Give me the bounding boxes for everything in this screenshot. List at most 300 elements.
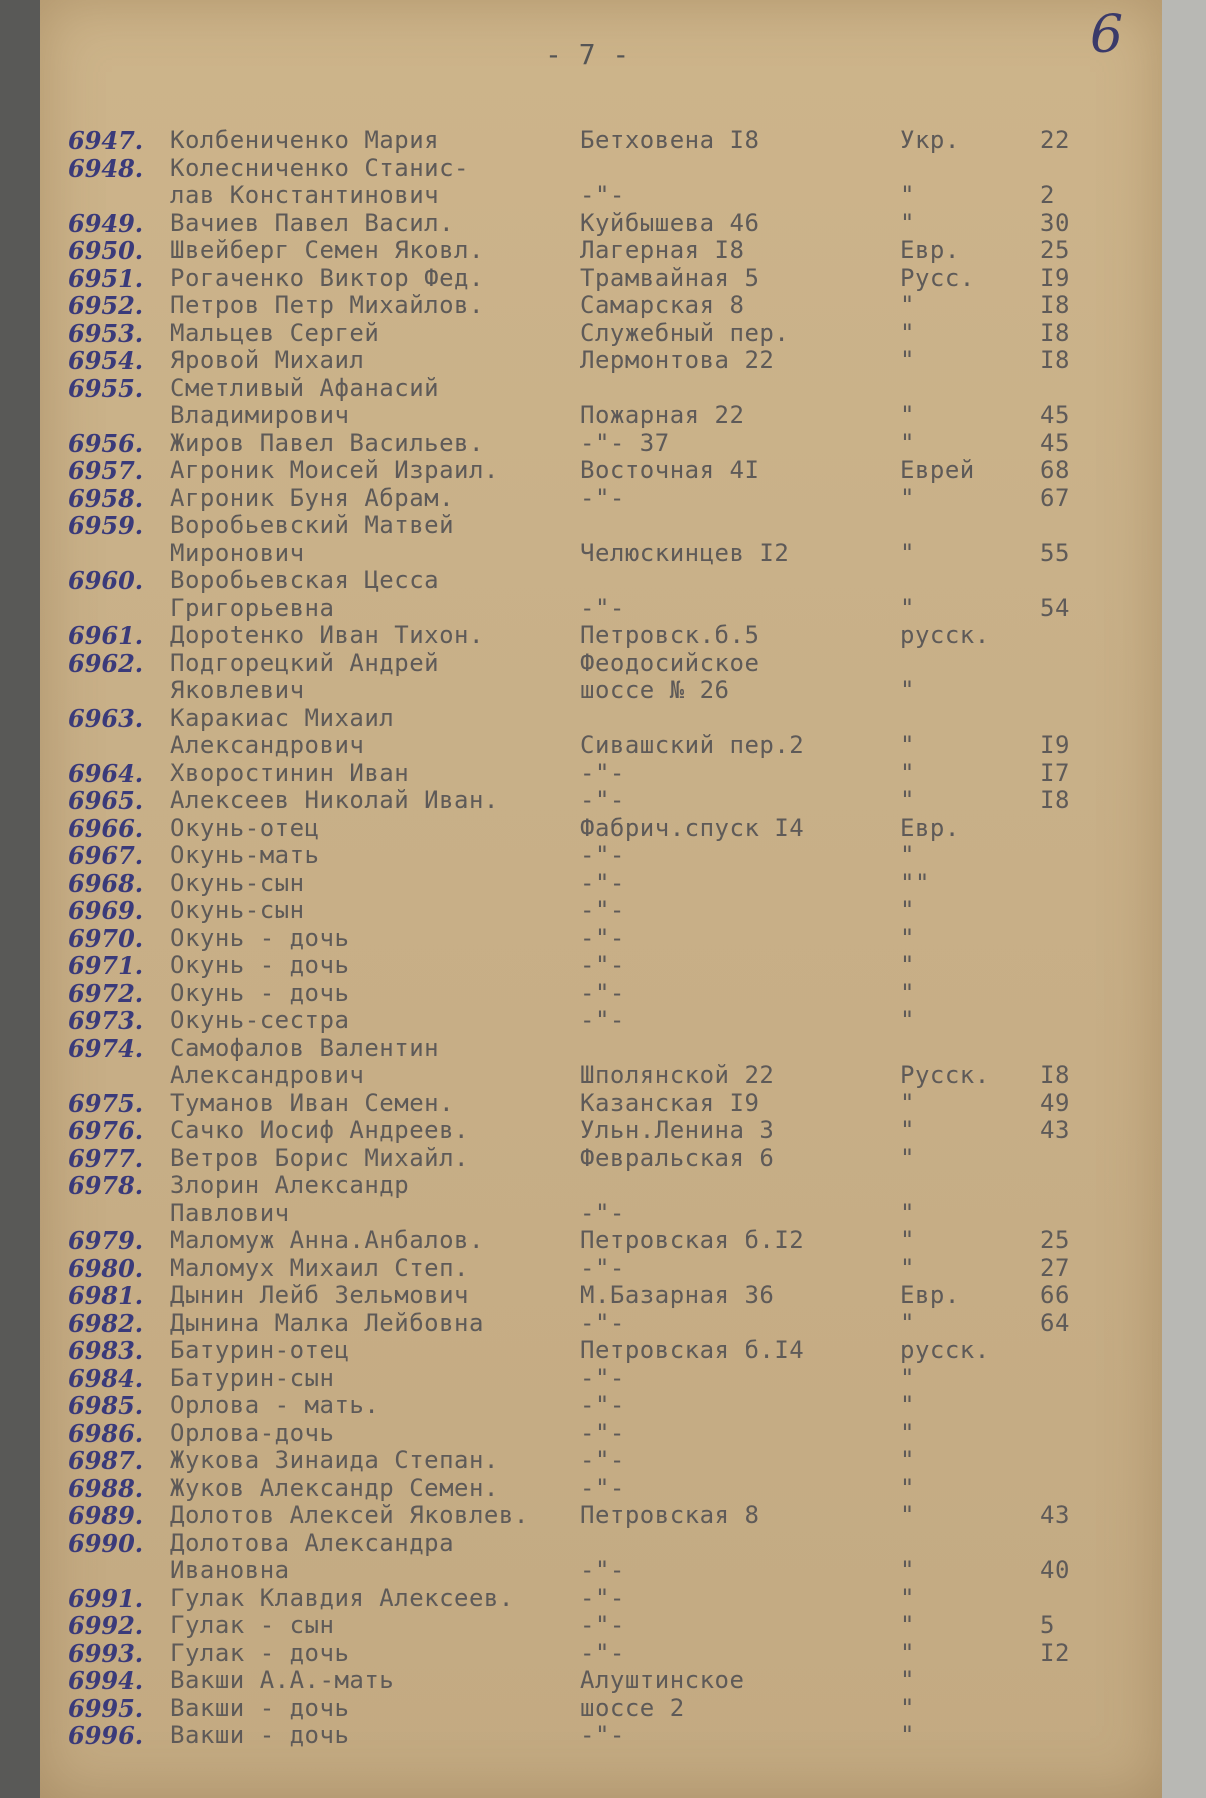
register-row	[40, 181, 1162, 209]
age: 22	[1040, 126, 1070, 154]
person-name: Владимирович	[170, 401, 350, 429]
age: I8	[1040, 291, 1070, 319]
register-row	[40, 649, 1162, 677]
register-row	[40, 1584, 1162, 1612]
register-row	[40, 1419, 1162, 1447]
register-row	[40, 704, 1162, 732]
register-row	[40, 1501, 1162, 1529]
entry-number: 6979.	[68, 1226, 144, 1255]
nationality: "	[900, 1721, 915, 1749]
address: Лагерная I8	[580, 236, 745, 264]
entry-number: 6963.	[68, 703, 144, 733]
entry-number: 6958.	[68, 483, 144, 513]
person-name: Гулак Клавдия Алексеев.	[170, 1583, 514, 1612]
person-name: Долотова Александра	[170, 1528, 455, 1557]
entry-number: 6959.	[68, 511, 144, 540]
entry-number: 6992.	[68, 1611, 144, 1640]
register-row	[40, 841, 1162, 869]
nationality: "	[900, 181, 915, 209]
person-name: Окунь-мать	[170, 841, 320, 869]
person-name: Орлова - мать.	[170, 1391, 380, 1419]
register-row	[40, 209, 1162, 237]
address: Куйбышева 46	[580, 208, 760, 237]
person-name: Ивановна	[170, 1556, 290, 1584]
person-name: Сачко Иосиф Андреев.	[170, 1116, 469, 1144]
nationality: "	[900, 291, 915, 319]
register-row	[40, 1061, 1162, 1089]
person-name: Петров Петр Михайлов.	[170, 291, 484, 319]
nationality: "	[900, 923, 915, 952]
nationality: "	[900, 401, 915, 429]
address: -"-	[580, 1638, 625, 1667]
register-row	[40, 1034, 1162, 1062]
register-row	[40, 1336, 1162, 1364]
person-name: Дороtенко Иван Тихон.	[170, 621, 484, 649]
person-name: Гулак - сын	[170, 1611, 335, 1639]
address: Февральская 6	[580, 1143, 775, 1172]
nationality: "	[900, 483, 915, 512]
person-name: Подгорецкий Андрей	[170, 648, 440, 677]
address: -"-	[580, 923, 625, 952]
register-row	[40, 456, 1162, 484]
age: 54	[1040, 593, 1070, 622]
age: 5	[1040, 1611, 1055, 1639]
nationality: "	[900, 318, 915, 347]
address: -"-	[580, 1253, 625, 1282]
entry-number: 6947.	[68, 126, 144, 155]
entry-number: 6972.	[68, 978, 144, 1008]
entry-number: 6996.	[68, 1721, 144, 1750]
person-name: Григорьевна	[170, 593, 335, 622]
person-name: Миронович	[170, 538, 305, 567]
nationality: "	[900, 1693, 915, 1722]
age: 25	[1040, 1226, 1070, 1254]
register-row	[40, 1309, 1162, 1337]
nationality: Еврей	[900, 456, 975, 484]
nationality: "	[900, 1418, 915, 1447]
address: -"- 37	[580, 428, 670, 457]
register-row	[40, 1474, 1162, 1502]
register-row	[40, 291, 1162, 319]
age: I8	[1040, 1061, 1070, 1089]
entry-number: 6975.	[68, 1088, 144, 1118]
entry-number: 6956.	[68, 428, 144, 458]
person-name: Вачиев Павел Васил.	[170, 208, 455, 237]
address: шоссе 2	[580, 1693, 685, 1722]
person-name: Орлова-дочь	[170, 1418, 335, 1447]
entry-number: 6949.	[68, 208, 144, 238]
register-row	[40, 401, 1162, 429]
nationality: "	[900, 1583, 915, 1612]
register-row	[40, 1281, 1162, 1309]
person-name: Туманов Иван Семен.	[170, 1088, 455, 1117]
age: 64	[1040, 1308, 1070, 1337]
address: -"-	[580, 593, 625, 622]
nationality: "	[900, 1556, 915, 1584]
address: Восточная 4I	[580, 456, 760, 484]
nationality: "	[900, 896, 915, 924]
person-name: Окунь-отец	[170, 813, 320, 842]
entry-number: 6973.	[68, 1006, 144, 1035]
register-row	[40, 759, 1162, 787]
age: 43	[1040, 1116, 1070, 1144]
address: -"-	[580, 483, 625, 512]
entry-number: 6978.	[68, 1171, 144, 1200]
address: -"-	[580, 1308, 625, 1337]
person-name: Окунь - дочь	[170, 923, 350, 952]
register-row	[40, 566, 1162, 594]
address: Ульн.Ленина 3	[580, 1116, 775, 1144]
address: Сивашский пер.2	[580, 731, 805, 759]
entry-number: 6990.	[68, 1528, 144, 1558]
page-number: - 7 -	[545, 38, 630, 71]
address: -"-	[580, 181, 625, 209]
scan-border-right	[1162, 0, 1206, 1798]
address: -"-	[580, 758, 625, 787]
register-row	[40, 1199, 1162, 1227]
nationality: ""	[900, 868, 930, 897]
person-name: Александрович	[170, 1061, 365, 1089]
address: Служебный пер.	[580, 318, 790, 347]
register-row	[40, 814, 1162, 842]
nationality: "	[900, 1501, 915, 1529]
register-row	[40, 346, 1162, 374]
age: I8	[1040, 346, 1070, 374]
entry-number: 6969.	[68, 896, 144, 925]
address: -"-	[580, 1721, 625, 1749]
entry-number: 6952.	[68, 291, 144, 320]
nationality: "	[900, 978, 915, 1007]
nationality: "	[900, 1226, 915, 1254]
person-name: Ветров Борис Михайл.	[170, 1143, 469, 1172]
address: -"-	[580, 786, 625, 814]
address: Петровская б.I4	[580, 1336, 805, 1364]
nationality: "	[900, 1391, 915, 1419]
person-name: Окунь - дочь	[170, 951, 350, 979]
person-name: Колбениченко Мария	[170, 126, 440, 154]
register-row	[40, 979, 1162, 1007]
register-row	[40, 374, 1162, 402]
nationality: "	[900, 1638, 915, 1667]
person-name: Алексеев Николай Иван.	[170, 786, 499, 814]
nationality: "	[900, 758, 915, 787]
entry-number: 6967.	[68, 841, 144, 870]
register-row	[40, 319, 1162, 347]
age: 2	[1040, 181, 1055, 209]
address: -"-	[580, 978, 625, 1007]
register-row	[40, 1006, 1162, 1034]
nationality: "	[900, 1088, 915, 1117]
register-row	[40, 731, 1162, 759]
register-row	[40, 1694, 1162, 1722]
person-name: Воробьевский Матвей	[170, 511, 455, 539]
entry-number: 6985.	[68, 1391, 144, 1420]
address: Петровск.б.5	[580, 621, 760, 649]
register-row	[40, 236, 1162, 264]
nationality: "	[900, 208, 915, 237]
person-name: Мальцев Сергей	[170, 318, 380, 347]
nationality: "	[900, 1253, 915, 1282]
person-name: Батурин-сын	[170, 1363, 335, 1392]
entry-number: 6976.	[68, 1116, 144, 1145]
register-row	[40, 264, 1162, 292]
address: -"-	[580, 1583, 625, 1612]
entry-number: 6988.	[68, 1473, 144, 1503]
address: Феодосийское	[580, 648, 760, 677]
nationality: "	[900, 676, 915, 704]
register-row	[40, 484, 1162, 512]
person-name: Жукова Зинаида Степан.	[170, 1446, 499, 1474]
nationality: русск.	[900, 621, 990, 649]
person-name: лав Константинович	[170, 181, 440, 209]
entry-number: 6955.	[68, 373, 144, 403]
person-name: Батурин-отец	[170, 1336, 350, 1364]
nationality: Укр.	[900, 126, 960, 154]
age: 45	[1040, 401, 1070, 429]
address: -"-	[580, 1611, 625, 1639]
address: -"-	[580, 868, 625, 897]
entry-number: 6960.	[68, 566, 144, 595]
age: 55	[1040, 538, 1070, 567]
address: -"-	[580, 951, 625, 979]
entry-number: 6948.	[68, 153, 144, 183]
nationality: "	[900, 346, 915, 374]
age: 66	[1040, 1281, 1070, 1309]
register-row	[40, 1254, 1162, 1282]
nationality: "	[900, 1308, 915, 1337]
person-name: Окунь-сын	[170, 868, 305, 897]
nationality: "	[900, 1198, 915, 1227]
entry-number: 6971.	[68, 951, 144, 980]
entry-number: 6968.	[68, 868, 144, 898]
age: 40	[1040, 1556, 1070, 1584]
register-row	[40, 1116, 1162, 1144]
address: Пожарная 22	[580, 401, 745, 429]
register-row	[40, 594, 1162, 622]
person-name: Рогаченко Виктор Фед.	[170, 263, 484, 292]
entry-number: 6980.	[68, 1253, 144, 1283]
age: I9	[1040, 263, 1070, 292]
age: I2	[1040, 1638, 1070, 1667]
entry-number: 6953.	[68, 318, 144, 348]
nationality: "	[900, 1666, 915, 1694]
entry-number: 6982.	[68, 1308, 144, 1338]
age: 45	[1040, 428, 1070, 457]
age: 25	[1040, 236, 1070, 264]
register-row	[40, 1391, 1162, 1419]
nationality: русск.	[900, 1336, 990, 1364]
address: -"-	[580, 1473, 625, 1502]
register-row	[40, 1556, 1162, 1584]
register-row	[40, 511, 1162, 539]
address: Самарская 8	[580, 291, 745, 319]
register-row	[40, 1089, 1162, 1117]
nationality: "	[900, 951, 915, 979]
nationality: "	[900, 1611, 915, 1639]
age: I9	[1040, 731, 1070, 759]
address: -"-	[580, 1006, 625, 1034]
entry-number: 6962.	[68, 648, 144, 678]
age: 27	[1040, 1253, 1070, 1282]
nationality: "	[900, 1116, 915, 1144]
person-name: Сметливый Афанасий	[170, 373, 440, 402]
person-name: Павлович	[170, 1198, 290, 1227]
person-name: Окунь-сестра	[170, 1006, 350, 1034]
register-row	[40, 951, 1162, 979]
address: Петровская 8	[580, 1501, 760, 1529]
address: -"-	[580, 1363, 625, 1392]
person-name: Дынин Лейб Зельмович	[170, 1281, 469, 1309]
address: -"-	[580, 1391, 625, 1419]
entry-number: 6984.	[68, 1363, 144, 1393]
person-name: Воробьевская Цесса	[170, 566, 440, 594]
address: -"-	[580, 896, 625, 924]
person-name: Каракиас Михаил	[170, 703, 395, 732]
address: Казанская I9	[580, 1088, 760, 1117]
nationality: Евр.	[900, 813, 960, 842]
nationality: "	[900, 428, 915, 457]
person-name: Гулак - дочь	[170, 1638, 350, 1667]
address: -"-	[580, 841, 625, 869]
age: I7	[1040, 758, 1070, 787]
address: Бетховена I8	[580, 126, 760, 154]
address: Петровская б.I2	[580, 1226, 805, 1254]
address: Лермонтова 22	[580, 346, 775, 374]
entry-number: 6991.	[68, 1583, 144, 1613]
person-name: Швейберг Семен Яковл.	[170, 236, 484, 264]
nationality: "	[900, 1143, 915, 1172]
address: -"-	[580, 1198, 625, 1227]
register-row	[40, 1639, 1162, 1667]
person-name: Маломух Михаил Степ.	[170, 1253, 469, 1282]
nationality: Русс.	[900, 263, 975, 292]
entry-number: 6961.	[68, 621, 144, 650]
person-name: Жуков Александр Семен.	[170, 1473, 499, 1502]
register-row	[40, 1226, 1162, 1254]
age: 30	[1040, 208, 1070, 237]
entry-number: 6957.	[68, 456, 144, 485]
nationality: Евр.	[900, 236, 960, 264]
person-name: Окунь-сын	[170, 896, 305, 924]
person-name: Самофалов Валентин	[170, 1033, 440, 1062]
entry-number: 6954.	[68, 346, 144, 375]
nationality: "	[900, 731, 915, 759]
register-row	[40, 1611, 1162, 1639]
entry-number: 6981.	[68, 1281, 144, 1310]
person-name: Агроник Моисей Израил.	[170, 456, 499, 484]
person-name: Вакши А.А.-мать	[170, 1666, 395, 1694]
nationality: "	[900, 841, 915, 869]
person-name: Вакши - дочь	[170, 1693, 350, 1722]
nationality: "	[900, 1006, 915, 1034]
nationality: "	[900, 1473, 915, 1502]
age: 43	[1040, 1501, 1070, 1529]
register-row	[40, 924, 1162, 952]
entry-number: 6983.	[68, 1336, 144, 1365]
register-row	[40, 1721, 1162, 1749]
entry-number: 6994.	[68, 1666, 144, 1695]
person-name: Колесниченко Станис-	[170, 153, 469, 182]
address: шоссе № 26	[580, 676, 730, 704]
nationality: "	[900, 786, 915, 814]
register-row	[40, 896, 1162, 924]
register-row	[40, 1446, 1162, 1474]
nationality: "	[900, 538, 915, 567]
register-row	[40, 539, 1162, 567]
entry-number: 6970.	[68, 923, 144, 953]
scan-border-left	[0, 0, 40, 1798]
address: -"-	[580, 1446, 625, 1474]
register-row	[40, 621, 1162, 649]
age: I8	[1040, 786, 1070, 814]
address: Трамвайная 5	[580, 263, 760, 292]
address: Фабрич.спуск I4	[580, 813, 805, 842]
entry-number: 6989.	[68, 1501, 144, 1530]
register-row	[40, 429, 1162, 457]
person-name: Злорин Александр	[170, 1171, 410, 1199]
entry-number: 6995.	[68, 1693, 144, 1723]
person-name: Окунь - дочь	[170, 978, 350, 1007]
age: 68	[1040, 456, 1070, 484]
age: 49	[1040, 1088, 1070, 1117]
person-name: Жиров Павел Васильев.	[170, 428, 484, 457]
address: -"-	[580, 1418, 625, 1447]
age: 67	[1040, 483, 1070, 512]
nationality: "	[900, 593, 915, 622]
person-name: Долотов Алексей Яковлев.	[170, 1501, 529, 1529]
nationality: "	[900, 1363, 915, 1392]
entry-number: 6977.	[68, 1143, 144, 1173]
person-name: Дынина Малка Лейбовна	[170, 1308, 484, 1337]
register-row	[40, 1529, 1162, 1557]
address: М.Базарная 36	[580, 1281, 775, 1309]
register-row	[40, 869, 1162, 897]
register-row	[40, 1364, 1162, 1392]
entry-number: 6951.	[68, 263, 144, 293]
person-name: Маломуж Анна.Анбалов.	[170, 1226, 484, 1254]
register-row	[40, 126, 1162, 154]
entry-number: 6964.	[68, 758, 144, 788]
person-name: Яковлевич	[170, 676, 305, 704]
handwritten-sheet-number: 6	[1090, 5, 1124, 65]
entry-number: 6974.	[68, 1033, 144, 1063]
entry-number: 6966.	[68, 813, 144, 843]
register-row	[40, 786, 1162, 814]
register-row	[40, 1171, 1162, 1199]
address: Шполянской 22	[580, 1061, 775, 1089]
register-row	[40, 154, 1162, 182]
entry-number: 6950.	[68, 236, 144, 265]
nationality: Русск.	[900, 1061, 990, 1089]
person-name: Яровой Михаил	[170, 346, 365, 374]
entry-number: 6987.	[68, 1446, 144, 1475]
entry-number: 6993.	[68, 1638, 144, 1668]
register-row	[40, 676, 1162, 704]
address: Алуштинское	[580, 1666, 745, 1694]
nationality: "	[900, 1446, 915, 1474]
person-name: Александрович	[170, 731, 365, 759]
person-name: Вакши - дочь	[170, 1721, 350, 1749]
address: -"-	[580, 1556, 625, 1584]
age: I8	[1040, 318, 1070, 347]
address: Челюскинцев I2	[580, 538, 790, 567]
entry-number: 6965.	[68, 786, 144, 815]
nationality: Евр.	[900, 1281, 960, 1309]
entry-number: 6986.	[68, 1418, 144, 1448]
person-name: Хворостинин Иван	[170, 758, 410, 787]
register-row	[40, 1666, 1162, 1694]
person-name: Агроник Буня Абрам.	[170, 483, 455, 512]
